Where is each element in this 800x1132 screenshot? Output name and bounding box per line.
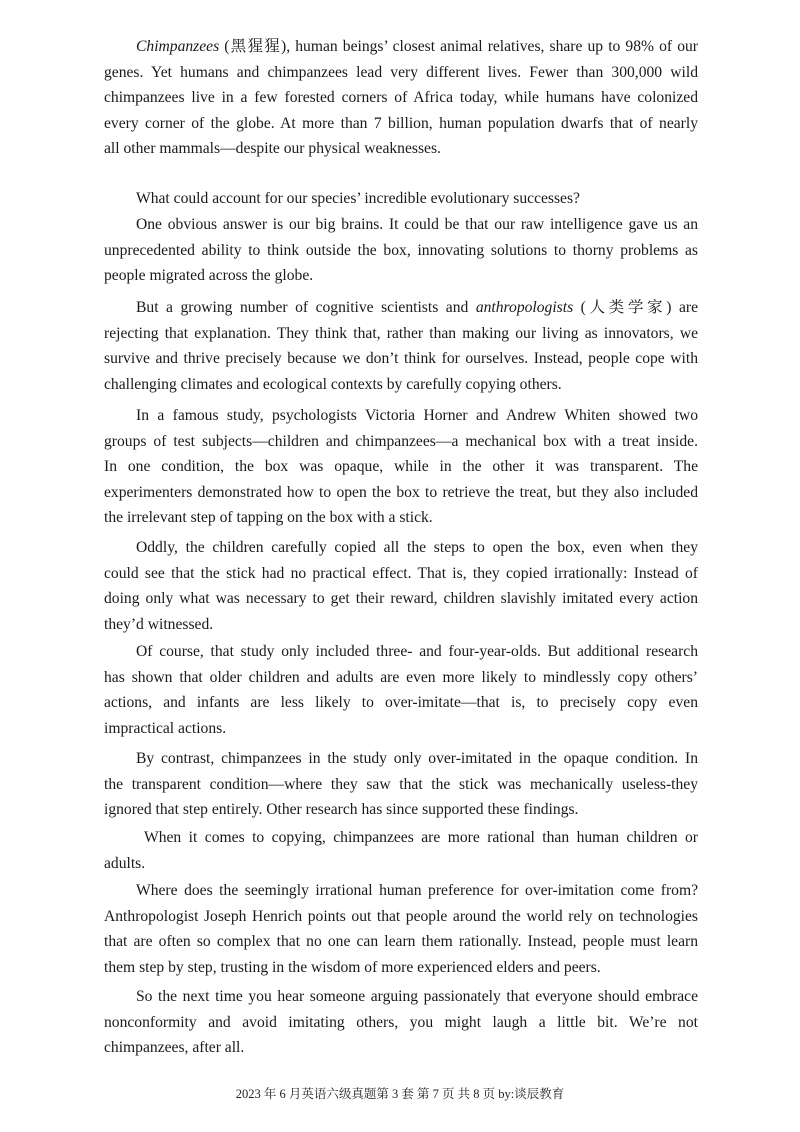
text-segment: (黑猩猩), human beings’ closest animal relatives, share up to 98% of our [219,38,698,55]
text-line: unprecedented ability to think outside the box, innovating solutions to thorny problems as [104,241,698,259]
text-line: that are often so complex that no one can learn them rationally. Instead, people must learn [104,933,698,950]
text-line: Where does the seemingly irrational human preference for over-imitation come from? [136,882,698,899]
text-line: people migrated across the globe. [104,267,314,284]
italic-term: anthropologists [475,299,574,316]
text-line [104,295,698,321]
page-footer: 2023 年 6 月英语六级真题第 3 套 第 7 页 共 8 页 by:谈辰教育 [235,1087,565,1101]
paragraph [104,746,698,823]
text-line: What could account for our species’ incredible evolutionary successes? [136,190,580,207]
text-line: all other mammals—despite our physical weaknesses. [104,140,441,157]
text-line: genes. Yet humans and chimpanzees lead very different lives. Fewer than 300,000 wild [104,63,698,81]
text-line: chimpanzees live in a few forested corners of Africa today, while humans have colonized [104,89,698,106]
text-line: survive and thrive precisely because we don’t think for ourselves. Instead, people cope with [104,350,698,367]
text-line: So the next time you hear someone arguing passionately that everyone should embrace [136,988,698,1005]
text-line: they’d witnessed. [104,615,214,633]
paragraph [104,186,698,212]
paragraph [104,825,698,876]
text-line: actions, and infants are less likely to over-imitate—that is, to precisely copy even [104,694,698,711]
text-line: One obvious answer is our big brains. It could be that our raw intelligence gave us an [136,216,698,233]
paragraph [104,295,698,397]
text-line: doing only what was necessary to get their reward, children slavishly imitated every action [104,590,698,607]
text-line: By contrast, chimpanzees in the study only over-imitated in the opaque condition. In [136,750,698,767]
text-line: chimpanzees, after all. [104,1039,245,1056]
text-line: the transparent condition—where they saw that the stick was mechanically useless-they [104,775,698,793]
paragraph [104,984,698,1061]
text-line: Of course, that study only included three- and four-year-olds. But additional research [136,643,698,660]
text-line: the irrelevant step of tapping on the box with a stick. [104,509,433,526]
text-line: every corner of the globe. At more than 7 billion, human population dwarfs that of nearly [104,114,698,132]
text-segment: But a growing number of cognitive scientists and [136,299,476,316]
text-line: impractical actions. [104,719,227,737]
paragraph [104,639,698,741]
text-line: could see that the stick had no practical effect. That is, they copied irrationally: Instead of [104,564,698,582]
text-line: When it comes to copying, chimpanzees are more rational than human children or [144,829,698,846]
text-line: groups of test subjects—children and chimpanzees—a mechanical box with a treat inside. [104,432,698,450]
paragraph [104,878,698,980]
text-line: challenging climates and ecological contexts by carefully copying others. [104,375,562,393]
paragraph [104,212,698,289]
text-line [104,34,698,60]
text-line: them step by step, trusting in the wisdom of more experienced elders and peers. [104,958,601,976]
text-segment: (人类学家) are [573,299,698,316]
text-line: Anthropologist Joseph Henrich points out that people around the world rely on technologies [104,907,698,925]
text-line: ignored that step entirely. Other research has since supported these findings. [104,801,579,818]
text-line: rejecting that explanation. They think that, rather than making our living as innovators, we [104,324,698,342]
text-line: has shown that older children and adults are even more likely to mindlessly copy others’ [104,668,698,686]
text-line: nonconformity and avoid imitating others, you might laugh a little bit. We’re not [104,1013,698,1031]
paragraph [104,403,698,531]
text-line: experimenters demonstrated how to open the box to retrieve the treat, but they also included [104,483,698,501]
italic-term: Chimpanzees [136,38,220,55]
text-line: In one condition, the box was opaque, while in the other it was transparent. The [104,458,698,475]
text-line: adults. [104,854,146,872]
paragraph [104,34,698,162]
text-line: In a famous study, psychologists Victoria Horner and Andrew Whiten showed two [136,407,698,424]
paragraph [104,535,698,637]
text-line: Oddly, the children carefully copied all the steps to open the box, even when they [136,539,698,556]
